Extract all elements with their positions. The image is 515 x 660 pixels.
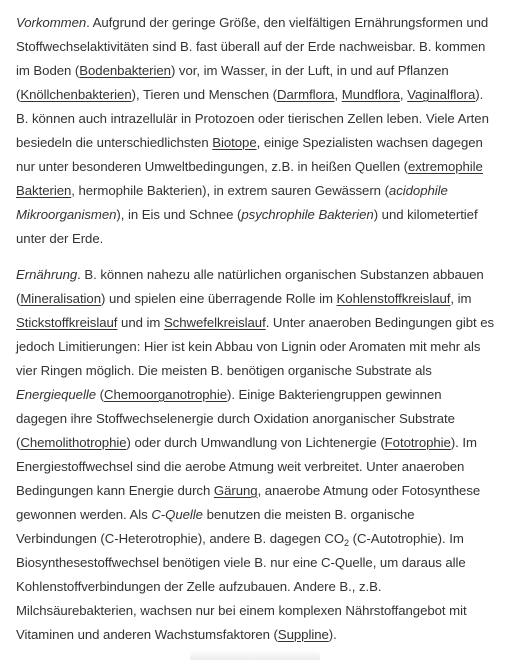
section-term-vorkommen: Vorkommen (16, 15, 87, 30)
link-suppline[interactable]: Suppline (277, 627, 329, 642)
scroll-fade-indicator (190, 650, 320, 660)
link-extremophile-bakterien[interactable]: extremophile Bakterien (16, 159, 483, 198)
link-darmflora[interactable]: Darmflora (277, 87, 335, 102)
link-fototrophie[interactable]: Fototrophie (384, 435, 451, 450)
section-term-ernaehrung: Ernährung (16, 267, 78, 282)
text: ). (328, 627, 337, 642)
text: , anaerobe Atmung oder Fotosynthese gewonnen werden. Als (16, 483, 481, 522)
text: ). Im Energiestoffwechsel sind die aerobe Atmung weit verbreitet. Unter anaeroben Bedingungen kann Energie durch (16, 435, 477, 498)
text: und im (117, 315, 164, 330)
link-bodenbakterien[interactable]: Bodenbakterien (79, 63, 171, 78)
link-biotope[interactable]: Biotope (212, 135, 257, 150)
text: , hermophile Bakterien), in extrem sauren Gewässern ( (71, 183, 389, 198)
text: ( (96, 387, 104, 402)
text: ), Tieren und Menschen ( (131, 87, 278, 102)
term-energiequelle: Energiequelle (16, 387, 97, 402)
link-kohlenstoffkreislauf[interactable]: Kohlenstoffkreislauf (336, 291, 451, 306)
link-chemolithotrophie[interactable]: Chemolithotrophie (20, 435, 127, 450)
text: , (334, 87, 342, 102)
link-schwefelkreislauf[interactable]: Schwefelkreislauf (163, 315, 266, 330)
text: ). Einige Bakteriengruppen gewinnen dagegen ihre Stoffwechselenergie durch Oxidation anorganischer Substrate ( (16, 387, 455, 450)
link-knoellchenbakterien[interactable]: Knöllchenbakterien (20, 87, 132, 102)
term-c-quelle: C-Quelle (151, 507, 203, 522)
text: . B. können nahezu alle natürlichen organischen Substanzen abbauen ( (16, 267, 484, 306)
term-acidophile: acidophile Mikroorganismen (16, 183, 448, 222)
paragraph-ernaehrung (16, 263, 496, 647)
text: ) und spielen eine überragende Rolle im (101, 291, 337, 306)
text: , einige Spezialisten wachsen dagegen nur unter besonderen Umweltbedingungen, z.B. in heißen Quellen ( (16, 135, 483, 174)
text: ) und kilometertief unter der Erde. (16, 207, 478, 246)
text: ) oder durch Umwandlung von Lichtenergie ( (126, 435, 385, 450)
text: . Aufgrund der geringe Größe, den vielfältigen Ernährungsformen und Stoffwechselaktivitäten sind B. fast überall auf der Erde nachweisbar. B. kommen im Boden ( (16, 15, 489, 78)
paragraph-vorkommen (16, 11, 496, 251)
link-chemoorganotrophie[interactable]: Chemoorganotrophie (103, 387, 227, 402)
link-stickstoffkreislauf[interactable]: Stickstoffkreislauf (16, 315, 118, 330)
link-gaerung[interactable]: Gärung (213, 483, 258, 498)
link-mundflora[interactable]: Mundflora (341, 87, 400, 102)
article-body (16, 11, 496, 659)
text: ) vor, im Wasser, in der Luft, in und auf Pflanzen ( (16, 63, 449, 102)
text: , im (450, 291, 472, 306)
term-psychrophile: psychrophile Bakterien (241, 207, 374, 222)
text: . Unter anaeroben Bedingungen gibt es jedoch Limitierungen: Hier ist kein Abbau von Lignin oder Aromaten mit mehr als vier Ringen möglich. Die meisten B. benötigen organische Substrate als (16, 315, 495, 378)
link-vaginalflora[interactable]: Vaginalflora (407, 87, 476, 102)
text: ). B. können auch intrazellulär in Protozoen oder tierischen Zellen leben. Viele Arten besiedeln die unterschiedlichsten (16, 87, 489, 150)
link-mineralisation[interactable]: Mineralisation (20, 291, 102, 306)
text: (C-Autotrophie). Im Biosynthesestoffwechsel benötigen viele B. nur eine C-Quelle, um daraus alle Kohlenstoffverbindungen der Zelle aufzubauen. Andere B., z.B. Milchsäurebakterien, wachsen nur bei einem komplexen Nährstoffangebot mit Vitaminen und anderen Wachstumsfaktoren ( (16, 531, 467, 642)
subscript-2: 2 (344, 538, 349, 548)
text: , (399, 87, 408, 102)
text: benutzen die meisten B. organische Verbindungen (C-Heterotrophie), andere B. dagegen CO (16, 507, 415, 546)
text: ), in Eis und Schnee ( (116, 207, 242, 222)
